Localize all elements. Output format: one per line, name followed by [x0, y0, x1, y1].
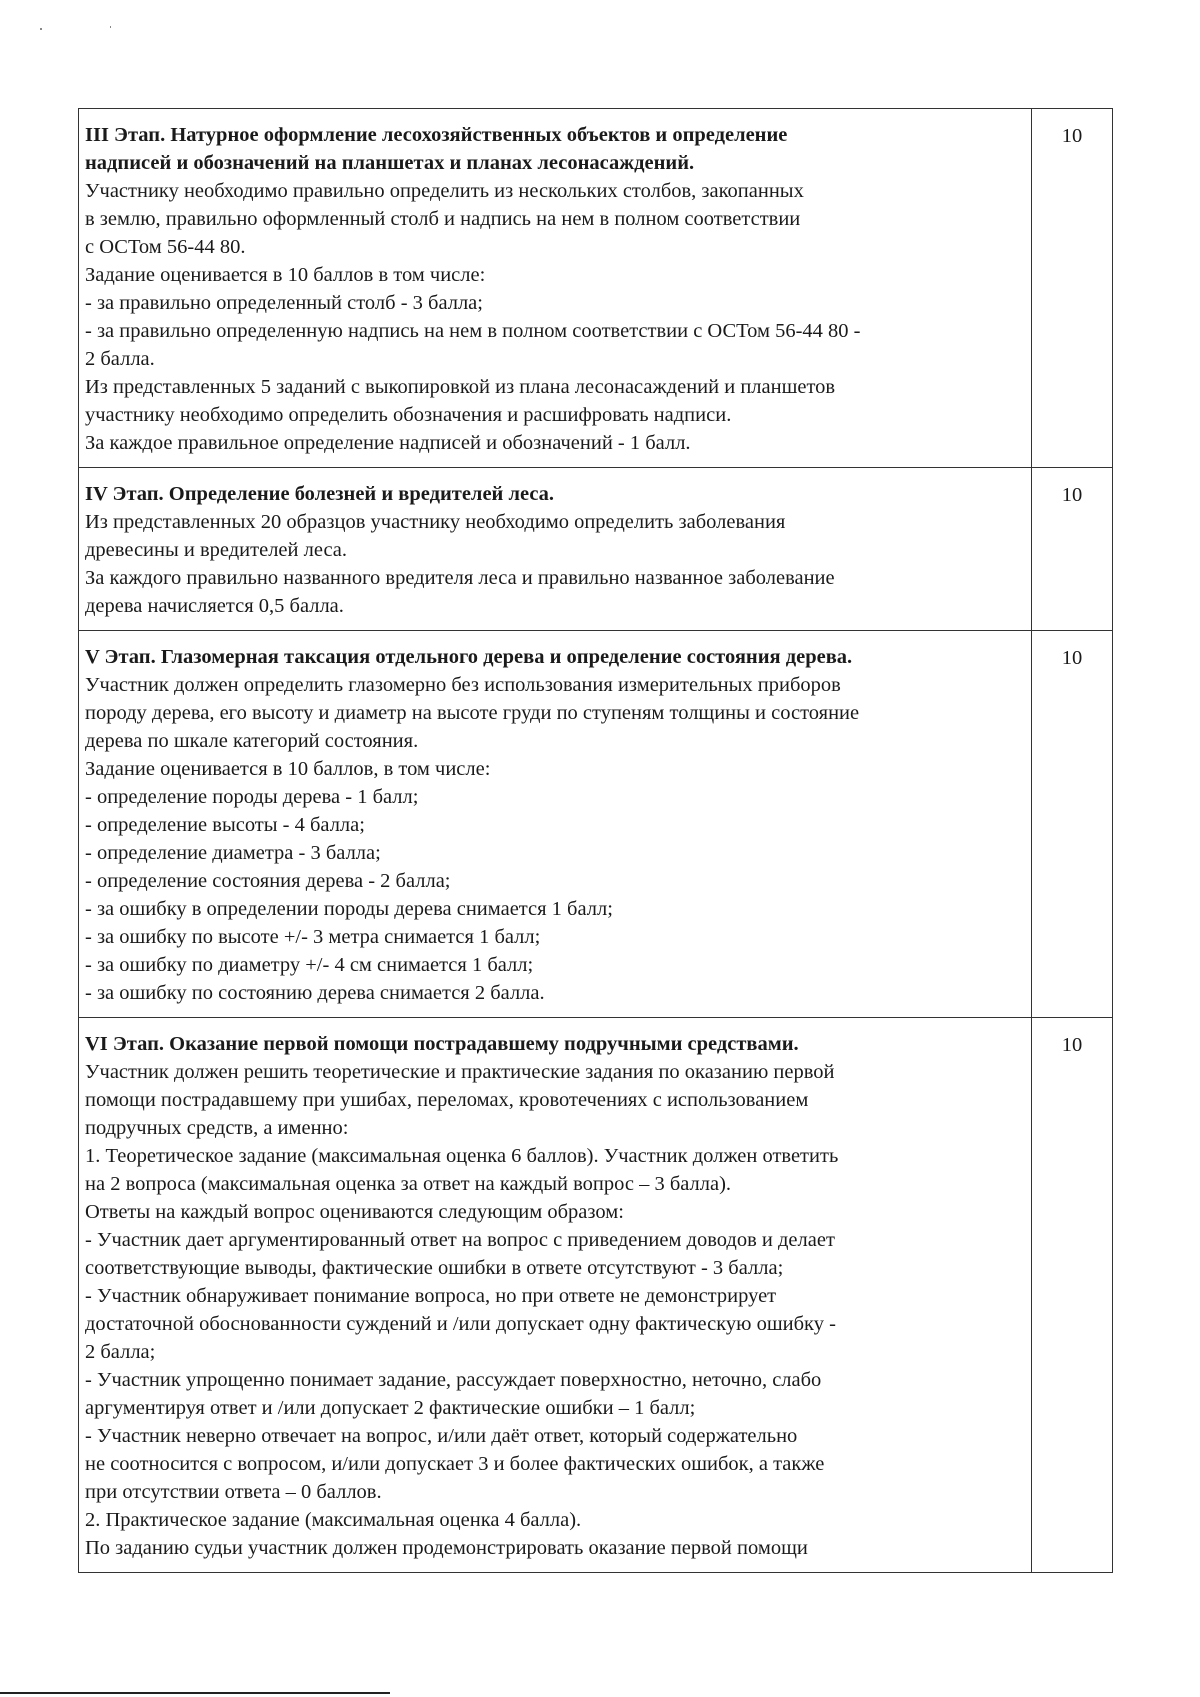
stage-text-line: Участник должен решить теоретические и практические задания по оказанию первой	[85, 1061, 835, 1083]
stage-text-line: достаточной обоснованности суждений и /или допускает одну фактическую ошибку -	[85, 1313, 836, 1335]
stage-score-cell	[1032, 109, 1113, 468]
stage-title: III Этап. Натурное оформление лесохозяйственных объектов и определение	[85, 124, 788, 146]
bottom-rule	[0, 1692, 390, 1694]
stage-text-line: дерева по шкале категорий состояния.	[85, 730, 419, 752]
stage-text-line: За каждого правильно названного вредителя леса и правильно названное заболевание	[85, 567, 835, 589]
stage-text-line: участнику необходимо определить обозначения и расшифровать надписи.	[85, 404, 732, 426]
stage-text-line: За каждое правильное определение надписей и обозначений - 1 балл.	[85, 432, 691, 454]
stage-text-line: аргументируя ответ и /или допускает 2 фактические ошибки – 1 балл;	[85, 1397, 696, 1419]
stage-text-line: 2 балла;	[85, 1341, 156, 1363]
stage-text-line: - определение диаметра - 3 балла;	[85, 842, 381, 864]
stage-text-line: не соотносится с вопросом, и/или допускает 3 и более фактических ошибок, а также	[85, 1453, 825, 1475]
stage-description-cell	[79, 109, 1032, 468]
stage-score: 10	[1061, 647, 1083, 669]
stage-text-line: - за правильно определенный столб - 3 балла;	[85, 292, 483, 314]
stage-text-line: в землю, правильно оформленный столб и надпись на нем в полном соответствии	[85, 208, 801, 230]
stage-title: VI Этап. Оказание первой помощи пострадавшему подручными средствами.	[85, 1033, 799, 1055]
stage-text-line: при отсутствии ответа – 0 баллов.	[85, 1481, 382, 1503]
stage-score: 10	[1061, 484, 1083, 506]
stage-text-line: 2. Практическое задание (максимальная оценка 4 балла).	[85, 1509, 582, 1531]
stage-text-line: 2 балла.	[85, 348, 155, 370]
stage-score-cell	[1032, 1018, 1113, 1573]
stage-text-line: породу дерева, его высоту и диаметр на высоте груди по ступеням толщины и состояние	[85, 702, 860, 724]
stage-text-line: подручных средств, а именно:	[85, 1117, 349, 1139]
stage-text-line: - определение породы дерева - 1 балл;	[85, 786, 419, 808]
stage-score: 10	[1061, 1034, 1083, 1056]
stage-text-line: Участнику необходимо правильно определить из нескольких столбов, закопанных	[85, 180, 804, 202]
stage-text-line: Задание оценивается в 10 баллов, в том числе:	[85, 758, 491, 780]
stages-table-body	[79, 109, 1113, 1573]
stage-row	[79, 468, 1113, 631]
stage-text-line: помощи пострадавшему при ушибах, переломах, кровотечениях с использованием	[85, 1089, 809, 1111]
stage-text-line: - Участник обнаруживает понимание вопроса, но при ответе не демонстрирует	[85, 1285, 777, 1307]
stage-text-line: - определение состояния дерева - 2 балла;	[85, 870, 451, 892]
stage-text-line: дерева начисляется 0,5 балла.	[85, 595, 344, 617]
stage-description-cell	[79, 1018, 1032, 1573]
stage-row	[79, 1018, 1113, 1573]
stage-text-line: - Участник упрощенно понимает задание, рассуждает поверхностно, неточно, слабо	[85, 1369, 822, 1391]
stage-text-line: - Участник неверно отвечает на вопрос, и/или даёт ответ, который содержательно	[85, 1425, 798, 1447]
stage-text-line: Ответы на каждый вопрос оцениваются следующим образом:	[85, 1201, 624, 1223]
stage-score-cell	[1032, 468, 1113, 631]
stage-title: V Этап. Глазомерная таксация отдельного дерева и определение состояния дерева.	[85, 646, 853, 668]
stage-text-line: - определение высоты - 4 балла;	[85, 814, 365, 836]
stage-row	[79, 109, 1113, 468]
stage-row	[79, 631, 1113, 1018]
stage-text-line: соответствующие выводы, фактические ошибки в ответе отсутствуют - 3 балла;	[85, 1257, 784, 1279]
stage-score: 10	[1061, 125, 1083, 147]
stage-text-line: - Участник дает аргументированный ответ на вопрос с приведением доводов и делает	[85, 1229, 835, 1251]
stage-text-line: - за ошибку в определении породы дерева снимается 1 балл;	[85, 898, 613, 920]
stage-text-line: - за правильно определенную надпись на нем в полном соответствии с ОСТом 56-44 80 -	[85, 320, 861, 342]
stage-text-line: По заданию судьи участник должен продемонстрировать оказание первой помощи	[85, 1537, 808, 1559]
stage-text-line: Задание оценивается в 10 баллов в том числе:	[85, 264, 486, 286]
scan-speck	[110, 26, 111, 28]
stage-text-line: на 2 вопроса (максимальная оценка за ответ на каждый вопрос – 3 балла).	[85, 1173, 732, 1195]
scan-speck	[40, 28, 42, 30]
stage-title: надписей и обозначений на планшетах и планах лесонасаждений.	[85, 152, 695, 174]
stage-text-line: - за ошибку по диаметру +/- 4 см снимается 1 балл;	[85, 954, 534, 976]
stage-text-line: 1. Теоретическое задание (максимальная оценка 6 баллов). Участник должен ответить	[85, 1145, 839, 1167]
stages-table	[78, 108, 1113, 1573]
stage-text-line: древесины и вредителей леса.	[85, 539, 348, 561]
stage-text-line: - за ошибку по состоянию дерева снимается 2 балла.	[85, 982, 545, 1004]
stage-text-line: Из представленных 20 образцов участнику необходимо определить заболевания	[85, 511, 786, 533]
stage-text-line: с ОСТом 56-44 80.	[85, 236, 246, 258]
stage-score-cell	[1032, 631, 1113, 1018]
stage-description-cell	[79, 468, 1032, 631]
stage-description-cell	[79, 631, 1032, 1018]
stage-text-line: - за ошибку по высоте +/- 3 метра снимается 1 балл;	[85, 926, 541, 948]
stage-text-line: Из представленных 5 заданий с выкопировкой из плана лесонасаждений и планшетов	[85, 376, 836, 398]
stage-title: IV Этап. Определение болезней и вредителей леса.	[85, 483, 555, 505]
stage-text-line: Участник должен определить глазомерно без использования измерительных приборов	[85, 674, 841, 696]
